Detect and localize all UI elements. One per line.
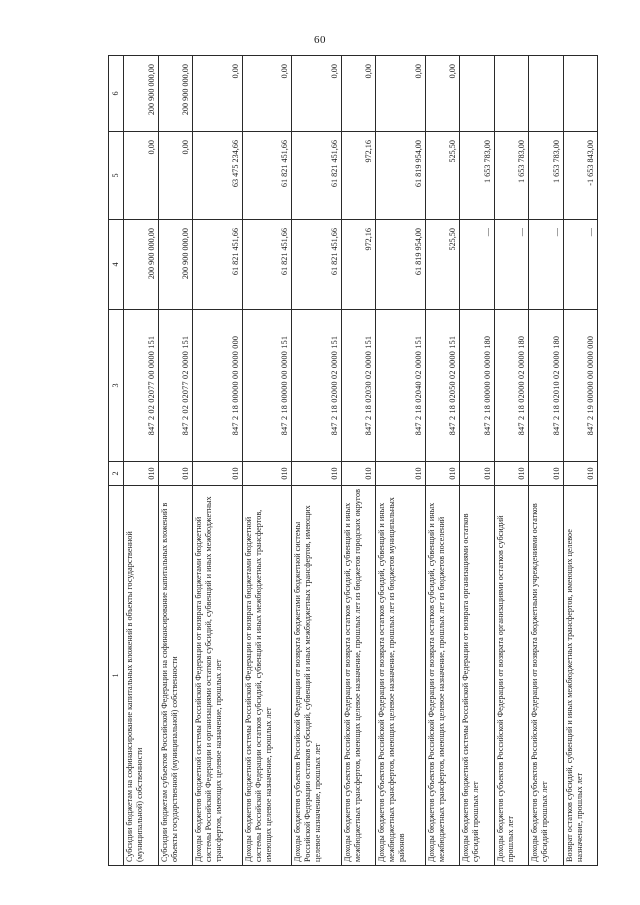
row-kbk: 847 2 18 02040 02 0000 151	[376, 310, 426, 462]
row-value-col5: 61 819 954,00	[376, 132, 426, 220]
row-name: Доходы бюджетов субъектов Российской Федерации от возврата остатков субсидий, субвенций и иных межбюджетных трансфертов, имеющих целевое назначение, прошлых лет из бюджетов поселений	[425, 486, 460, 866]
row-name: Доходы бюджетов бюджетной системы Российской Федерации от возврата организациями остатков субсидий прошлых лет	[460, 486, 495, 866]
row-value-col5: 525,50	[425, 132, 460, 220]
row-value-col4: —	[563, 220, 598, 310]
row-value-col6: 0,00	[242, 56, 292, 132]
row-value-col5: 1 653 783,00	[529, 132, 564, 220]
row-name: Доходы бюджетов субъектов Российской Федерации от возврата организациями остатков субсидий прошлых лет	[494, 486, 529, 866]
row-value-col6	[529, 56, 564, 132]
table-row	[242, 56, 292, 866]
row-value-col6: 0,00	[341, 56, 376, 132]
row-name: Доходы бюджетов бюджетной системы Российской Федерации от возврата бюджетами бюджетной системы Российской Федерации остатков субсидий, субвенций и иных межбюджетных трансфертов, имеющих целевое назначение, прошлых лет	[242, 486, 292, 866]
row-code: 010	[242, 462, 292, 486]
row-value-col4: 61 821 451,66	[292, 220, 342, 310]
row-value-col6	[563, 56, 598, 132]
table-row	[460, 56, 495, 866]
table-row	[494, 56, 529, 866]
table-row	[529, 56, 564, 866]
row-value-col5: 0,00	[124, 132, 159, 220]
row-name: Доходы бюджетов субъектов Российской Федерации от возврата бюджетными учреждениями остатков субсидий прошлых лет	[529, 486, 564, 866]
row-value-col5: 63 475 234,66	[193, 132, 243, 220]
row-value-col5: 972,16	[341, 132, 376, 220]
table-row	[158, 56, 193, 866]
page-number: 60	[314, 34, 326, 46]
row-name: Доходы бюджетов бюджетной системы Российской Федерации от возврата бюджетами бюджетной системы Российской Федерации и организациями остатков субсидий, субвенций и иных межбюджетных трансфертов, имеющих целевое назначение, прошлых лет	[193, 486, 243, 866]
row-name: Субсидии бюджетам субъектов Российской Федерации на софинансирование капитальных вложений в объекты государственной (муниципальной) собственности	[158, 486, 193, 866]
row-name: Доходы бюджетов субъектов Российской Федерации от возврата остатков субсидий, субвенций и иных межбюджетных трансфертов, имеющих целевое назначение, прошлых лет из бюджетов городских округов	[341, 486, 376, 866]
row-value-col5: 0,00	[158, 132, 193, 220]
column-header: 4	[109, 220, 124, 310]
table-row	[124, 56, 159, 866]
row-name: Доходы бюджетов субъектов Российской Федерации от возврата остатков субсидий, субвенций и иных межбюджетных трансфертов, имеющих целевое назначение, прошлых лет из бюджетов муниципальных районов	[376, 486, 426, 866]
row-kbk: 847 2 18 02010 02 0000 180	[529, 310, 564, 462]
row-kbk: 847 2 19 00000 00 0000 000	[563, 310, 598, 462]
row-value-col5: 61 821 451,66	[242, 132, 292, 220]
row-kbk: 847 2 18 00000 00 0000 000	[193, 310, 243, 462]
row-code: 010	[425, 462, 460, 486]
row-code: 010	[376, 462, 426, 486]
row-name: Возврат остатков субсидий, субвенций и иных межбюджетных трансфертов, имеющих целевое назначение, прошлых лет	[563, 486, 598, 866]
table-row	[563, 56, 598, 866]
row-value-col5: -1 653 843,00	[563, 132, 598, 220]
row-value-col6	[460, 56, 495, 132]
row-value-col4: 61 821 451,66	[193, 220, 243, 310]
column-header: 5	[109, 132, 124, 220]
row-value-col5: 1 653 783,00	[494, 132, 529, 220]
row-value-col4: 61 821 451,66	[242, 220, 292, 310]
row-value-col6: 200 900 000,00	[158, 56, 193, 132]
row-kbk: 847 2 18 02000 02 0000 151	[292, 310, 342, 462]
column-header: 1	[109, 486, 124, 866]
row-value-col6	[494, 56, 529, 132]
row-code: 010	[460, 462, 495, 486]
row-code: 010	[529, 462, 564, 486]
table-row	[193, 56, 243, 866]
table-row	[376, 56, 426, 866]
row-value-col6: 200 900 000,00	[124, 56, 159, 132]
table-row	[341, 56, 376, 866]
row-value-col6: 0,00	[292, 56, 342, 132]
column-header: 6	[109, 56, 124, 132]
row-value-col4: 525,50	[425, 220, 460, 310]
table-header-row	[109, 56, 124, 866]
row-value-col4: —	[460, 220, 495, 310]
row-code: 010	[193, 462, 243, 486]
column-header: 3	[109, 310, 124, 462]
row-code: 010	[341, 462, 376, 486]
row-value-col4: 200 900 000,00	[158, 220, 193, 310]
row-code: 010	[563, 462, 598, 486]
row-kbk: 847 2 18 02000 02 0000 180	[494, 310, 529, 462]
row-value-col6: 0,00	[193, 56, 243, 132]
row-value-col5: 1 653 783,00	[460, 132, 495, 220]
row-value-col4: —	[529, 220, 564, 310]
row-code: 010	[494, 462, 529, 486]
row-value-col6: 0,00	[425, 56, 460, 132]
row-kbk: 847 2 02 02077 02 0000 151	[158, 310, 193, 462]
row-value-col4: 200 900 000,00	[124, 220, 159, 310]
table-row	[292, 56, 342, 866]
row-value-col5: 61 821 451,66	[292, 132, 342, 220]
row-kbk: 847 2 18 02030 02 0000 151	[341, 310, 376, 462]
row-kbk: 847 2 18 02050 02 0000 151	[425, 310, 460, 462]
row-name: Доходы бюджетов субъектов Российской Федерации от возврата бюджетами бюджетной системы Российской Федерации остатков субсидий, субвенций и иных межбюджетных трансфертов, имеющих целевое назначение, прошлых лет	[292, 486, 342, 866]
row-kbk: 847 2 18 00000 00 0000 180	[460, 310, 495, 462]
row-value-col6: 0,00	[376, 56, 426, 132]
row-value-col4: 972,16	[341, 220, 376, 310]
table-row	[425, 56, 460, 866]
row-code: 010	[292, 462, 342, 486]
row-name: Субсидии бюджетам на софинансирование капитальных вложений в объекты государственной (муниципальной) собственности	[124, 486, 159, 866]
row-value-col4: 61 819 954,00	[376, 220, 426, 310]
row-code: 010	[158, 462, 193, 486]
row-kbk: 847 2 02 02077 00 0000 151	[124, 310, 159, 462]
budget-income-table	[108, 55, 598, 866]
row-kbk: 847 2 18 00000 00 0000 151	[242, 310, 292, 462]
rotated-table-wrapper	[108, 56, 598, 866]
row-value-col4: —	[494, 220, 529, 310]
column-header: 2	[109, 462, 124, 486]
row-code: 010	[124, 462, 159, 486]
